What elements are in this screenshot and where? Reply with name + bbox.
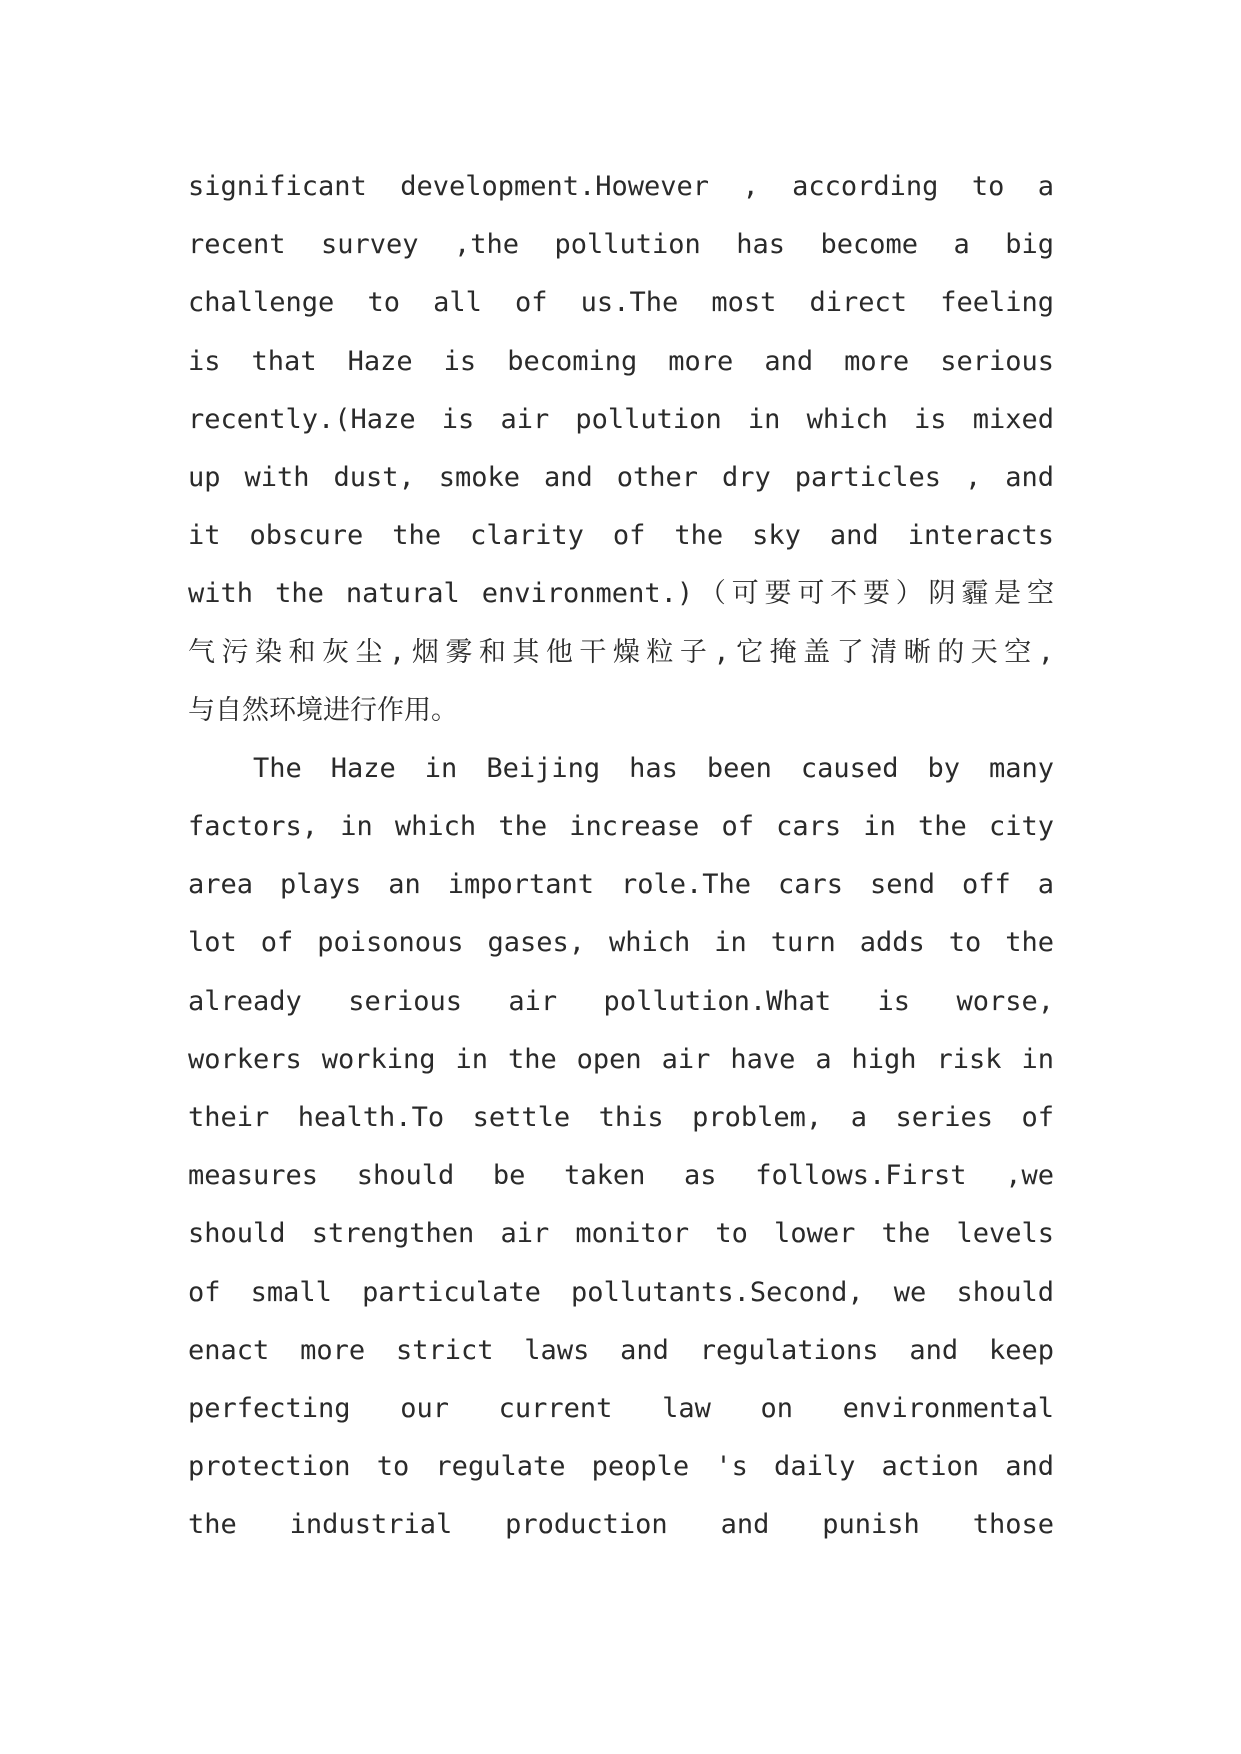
text-line: perfecting our current law on environmental [188,1392,1054,1424]
text-line: it obscure the clarity of the sky and interacts [188,520,1054,552]
text-line: area plays an important role.The cars send off a [188,869,1054,901]
text-line: is that Haze is becoming more and more serious [188,345,1054,377]
text-line: workers working in the open air have a high risk in [188,1043,1054,1075]
text-line: significant development.However , according to a [188,171,1054,202]
text-line: 气污染和灰尘,烟雾和其他干燥粒子,它掩盖了清晰的天空, [188,636,1054,668]
text-line: protection to regulate people 's daily action and [188,1451,1054,1483]
body-text [188,158,1054,1555]
text-line: the industrial production and punish those [188,1509,1054,1541]
text-line: recently.(Haze is air pollution in which is mixed [188,403,1054,435]
text-line: challenge to all of us.The most direct feeling [188,287,1054,319]
text-line: lot of poisonous gases, which in turn adds to the [188,927,1054,959]
text-line: factors, in which the increase of cars in the city [188,811,1054,843]
text-line: The Haze in Beijing has been caused by many [253,752,1054,784]
text-line: with the natural environment.)（可要可不要）阴霾是空 [188,578,1054,610]
text-line: already serious air pollution.What is worse, [188,985,1054,1017]
text-line: 与自然环境进行作用。 [188,694,458,726]
text-line: measures should be taken as follows.First ,we [188,1160,1054,1192]
text-line: their health.To settle this problem, a series of [188,1102,1054,1133]
text-line: recent survey ,the pollution has become a big [188,229,1054,261]
text-line: of small particulate pollutants.Second, we should [188,1276,1054,1308]
text-line: enact more strict laws and regulations and keep [188,1334,1054,1366]
text-line: should strengthen air monitor to lower the levels [188,1218,1054,1250]
text-line: up with dust, smoke and other dry particles , and [188,461,1054,493]
